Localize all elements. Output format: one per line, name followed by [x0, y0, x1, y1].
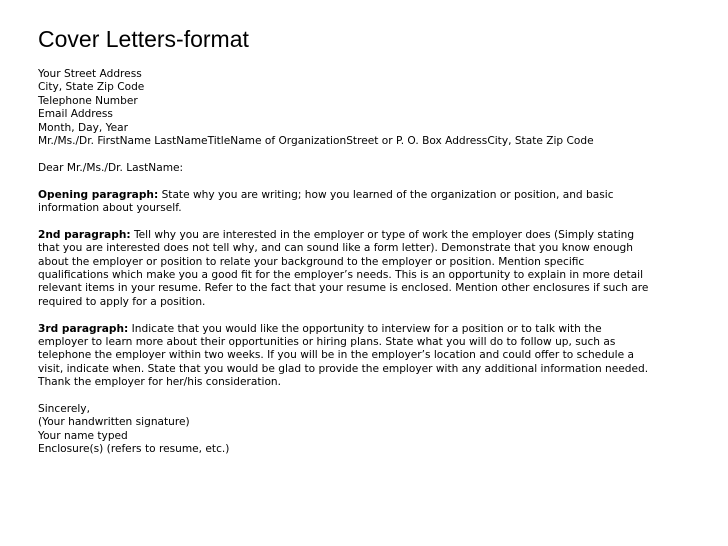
- paragraph-line: visit, indicate when. State that you would be glad to provide the employer with any additional information needed.: [38, 362, 649, 375]
- address-street: Your Street Address: [38, 68, 142, 80]
- third-paragraph: [38, 323, 698, 390]
- paragraph-line: that you are interested does not tell why, and can sound like a form letter). Demonstrate that you know enough: [38, 242, 633, 255]
- paragraph-line: about the employer or position to relate your background to the employer or position. Mention specific: [38, 255, 585, 268]
- paragraph-line: Tell why you are interested in the employer or type of work the employer does (Simply stating: [133, 228, 635, 241]
- page-title: Cover Letters-format: [38, 26, 249, 52]
- address-phone: Telephone Number: [38, 94, 138, 107]
- second-paragraph: [38, 229, 698, 309]
- paragraph-lead: 2nd paragraph:: [38, 228, 131, 241]
- paragraph-line: Indicate that you would like the opportunity to interview for a position or to talk with the: [131, 322, 602, 335]
- recipient-block: Mr./Ms./Dr. FirstName LastNameTitleName of OrganizationStreet or P. O. Box AddressCity, State Zip Code: [38, 135, 594, 148]
- paragraph-line: telephone the employer within two weeks. If you will be in the employer’s location and could offer to schedule a: [38, 349, 634, 362]
- paragraph-lead: Opening paragraph:: [38, 188, 159, 201]
- closing-sincerely: Sincerely,: [38, 403, 90, 416]
- letter-body: [38, 68, 718, 457]
- slide: [38, 24, 718, 457]
- spacer: [38, 175, 718, 188]
- salutation: Dear Mr./Ms./Dr. LastName:: [38, 161, 184, 174]
- paragraph-line: employer to learn more about their opportunities or hiring plans. State what you will do to follow up, such as: [38, 336, 616, 349]
- paragraph-line: information about yourself.: [38, 202, 182, 215]
- spacer: [38, 215, 718, 228]
- closing-signature: (Your handwritten signature): [38, 416, 190, 429]
- address-city: City, State Zip Code: [38, 81, 145, 94]
- paragraph-line: required to apply for a position.: [38, 295, 206, 308]
- closing-name: Your name typed: [38, 429, 128, 442]
- paragraph-lead: 3rd paragraph:: [38, 322, 129, 335]
- spacer: [38, 309, 718, 322]
- address-email: Email Address: [38, 108, 113, 121]
- spacer: [38, 390, 718, 403]
- opening-paragraph: [38, 189, 698, 216]
- paragraph-line: relevant items in your resume. Refer to the fact that your resume is enclosed. Mention other enclosures if such are: [38, 282, 649, 295]
- address-date: Month, Day, Year: [38, 121, 129, 134]
- paragraph-line: State why you are writing; how you learned of the organization or position, and basic: [161, 188, 614, 201]
- closing-enclosure: Enclosure(s) (refers to resume, etc.): [38, 443, 230, 456]
- paragraph-line: qualifications which make you a good fit for the employer’s needs. This is an opportunity to explain in more detail: [38, 269, 644, 282]
- paragraph-line: Thank the employer for her/his consideration.: [38, 376, 282, 389]
- spacer: [38, 148, 718, 161]
